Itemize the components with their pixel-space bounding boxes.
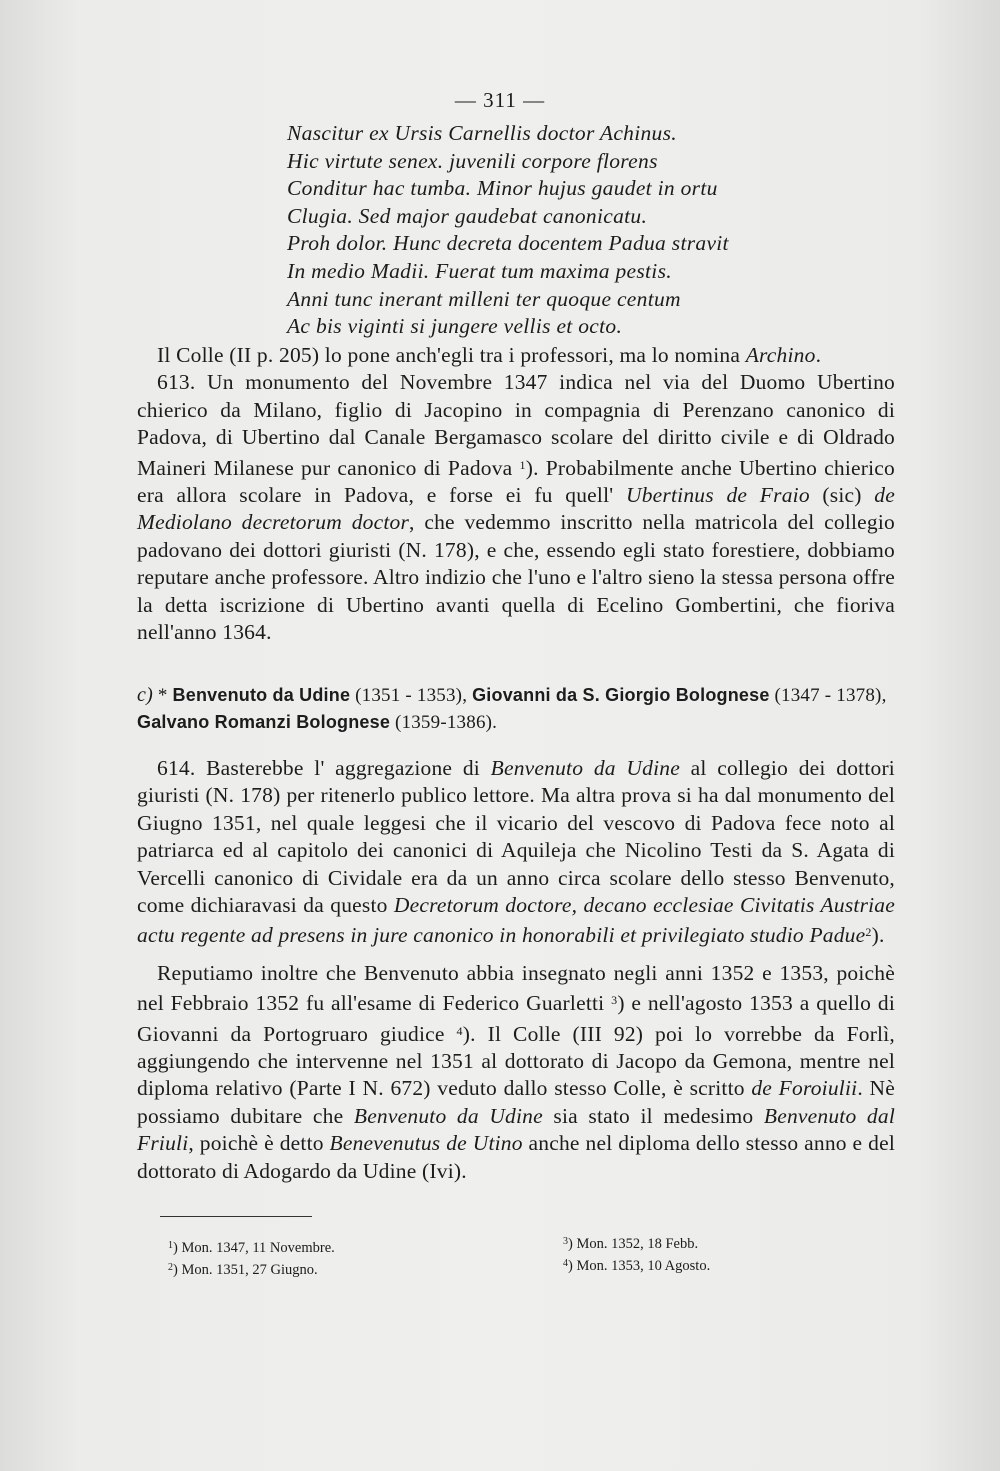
footnotes-left [168, 1236, 335, 1280]
footnote-ref[interactable]: 3 [611, 993, 618, 1008]
epitaph-poem [287, 120, 927, 341]
footnote: $^3$) Mon. 1352, 18 Febb. [563, 1236, 699, 1252]
footnote-ref[interactable]: 4 [456, 1023, 463, 1038]
poem-line: In medio Madii. Fuerat tum maxima pestis. [287, 258, 672, 283]
text-block-top [137, 342, 895, 646]
page-number: — 311 — [454, 88, 546, 112]
footnote: $^4$) Mon. 1353, 10 Agosto. [563, 1258, 711, 1274]
paragraph-613: 613. Un monumento del Novembre 1347 indica nel via del Duomo Ubertino chierico da Milano, figlio di Jacopino in compagnia di Perenzano canonico di Padova, di Ubertino dal Canale Bergamasco scolare del diritto civile e di Oldrado Maineri Milanese pur canonico di Padova $^1$). Probabilmente anche Ubertino chierico era allora scolare in Padova, e forse ei fu quell' Ubertinus de Fraio (sic) de Mediolano decretorum doctor, che vedemmo inscritto nella matricola del collegio padovano dei dottori giuristi (N. 178), e che, essendo egli stato forestiere, dobbiamo reputare anche professore. Altro indizio che l'uno e l'altro sieno la stessa persona offre la detta iscrizione di Ubertino avanti quella di Ecelino Gombertini, che fioriva nell'anno 1364. [137, 370, 895, 645]
paragraph-614: 614. Basterebbe l' aggregazione di Benvenuto da Udine al collegio dei dottori giuristi (N. 178) per ritenerlo publico lettore. Ma altra prova si ha dal monumento del Giugno 1351, nel quale leggesi che il vicario del vescovo di Padova fece noto al patriarca ed al capitolo dei canonici di Aquileja che Nicolino Testi da S. Agata di Vercelli canonico di Cividale era da un anno circa scolare dello stesso Benvenuto, come dichiaravasi da questo Decretorum doctore, decano ecclesiae Civitatis Austriae actu regente ad presens in jure canonico in honorabili et privilegiato studio Padue$^2$). [137, 756, 896, 948]
footnotes-right [563, 1232, 710, 1276]
text-block-bottom [137, 755, 895, 1185]
footnote-ref[interactable]: 1 [519, 457, 526, 472]
poem-line: Nascitur ex Ursis Carnellis doctor Achinus. [287, 121, 677, 145]
poem-line: Proh dolor. Hunc decreta docentem Padua stravit [287, 231, 729, 256]
poem-line: Clugia. Sed major gaudebat canonicatu. [287, 203, 648, 228]
paragraph-reputiamo: Reputiamo inoltre che Benvenuto abbia insegnato negli anni 1352 e 1353, poichè nel Febbraio 1352 fu all'esame di Federico Guarletti $^3$) e nell'agosto 1353 a quello di Giovanni da Portogruaro giudice $^4$). Il Colle (III 92) poi lo vorrebbe da Forlì, aggiungendo che intervenne nel 1351 al dottorato di Jacopo da Gemona, mentre nel diploma relativo (Parte I N. 672) veduto dallo stesso Colle, è scritto de Foroiulii. Nè possiamo dubitare che Benvenuto da Udine sia stato il medesimo Benvenuto dal Friuli, poichè è detto Benevenutus de Utino anche nel diploma dello stesso anno e del dottorato di Adogardo da Udine (Ivi). [137, 960, 896, 1183]
poem-line: Hic virtute senex. juvenili corpore florens [287, 148, 658, 173]
poem-line: Anni tunc inerant milleni ter quoque centum [287, 286, 681, 311]
poem-line: Ac bis viginti si jungere vellis et octo. [287, 314, 623, 339]
footnote: $^1$) Mon. 1347, 11 Novembre. [168, 1240, 335, 1256]
footnote: $^2$) Mon. 1351, 27 Giugno. [168, 1262, 318, 1278]
footnote-ref[interactable]: 2 [865, 925, 872, 940]
paragraph-colle: Il Colle (II p. 205) lo pone anch'egli tra i professori, ma lo nomina Archino. [157, 343, 822, 367]
footnote-divider [160, 1216, 312, 1217]
poem-line: Conditur hac tumba. Minor hujus gaudet in ortu [287, 176, 718, 201]
section-heading: c) * Benvenuto da Udine (1351 - 1353), Giovanni da S. Giorgio Bolognese (1347 - 1378), Galvano Romanzi Bolognese (1359-1386). [137, 684, 887, 733]
